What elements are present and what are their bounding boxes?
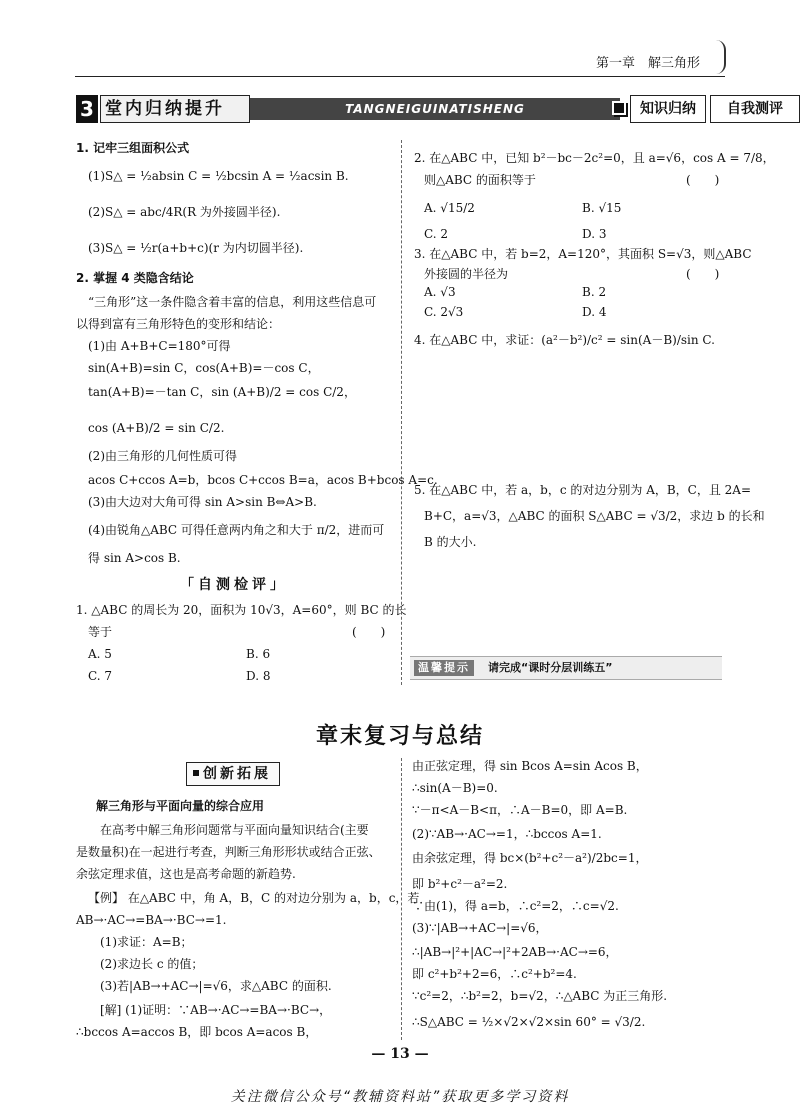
q3-option-d: D. 4 xyxy=(582,305,607,319)
innovation-p1: 在高考中解三角形问题常与平面向量知识结合(主要 xyxy=(100,823,369,837)
q2-option-d: D. 3 xyxy=(582,227,607,241)
header-bracket xyxy=(716,40,726,74)
q3-paren: ( ) xyxy=(686,267,720,281)
solution-r8: (3)∵|AB→+AC→|=√6， xyxy=(412,921,548,935)
conclusion-2a: acos C+ccos A=b，bcos C+ccos B=a，acos B+bcos A=c. xyxy=(88,473,438,487)
tag-knowledge: 知识归纳 xyxy=(630,95,706,123)
conclusion-4: (4)由锐角△ABC 可得任意两内角之和大于 π/2，进而可 xyxy=(88,523,385,537)
conclusion-1a: sin(A+B)=sin C，cos(A+B)=－cos C， xyxy=(88,361,320,375)
solution-start-1: [解] (1)证明：∵AB→·AC→=BA→·BC→， xyxy=(100,1003,332,1017)
chapter-title: 章末复习与总结 xyxy=(315,724,484,749)
q2-line2: 则△ABC 的面积等于 xyxy=(424,173,536,187)
running-header: 第一章 解三角形 xyxy=(596,56,701,71)
q1-option-d: D. 8 xyxy=(246,669,271,683)
example-line1: 【例】 在△ABC 中，角 A，B，C 的对边分别为 a，b，c，若 xyxy=(88,891,420,905)
footer-notice: 关注微信公众号“教辅资料站”获取更多学习资料 xyxy=(230,1089,570,1105)
square-bullet-icon xyxy=(193,770,199,776)
q2-line1: 2. 在△ABC 中，已知 b²－bc－2c²=0，且 a=√6，cos A = 7/8， xyxy=(414,151,775,165)
heading-area-formulas: 1. 记牢三组面积公式 xyxy=(76,141,190,155)
conclusion-intro-2: 以得到富有三角形特色的变形和结论： xyxy=(76,317,281,331)
innovation-heading xyxy=(186,762,280,786)
example-q2: (2)求边长 c 的值； xyxy=(100,957,204,971)
solution-r11: ∵c²=2，∴b²=2，b=√2，∴△ABC 为正三角形. xyxy=(412,989,668,1003)
solution-r6: 即 b²+c²－a²=2. xyxy=(412,877,508,891)
page-number: — 13 — xyxy=(371,1046,429,1062)
q1-line1: 1. △ABC 的周长为 20，面积为 10√3，A=60°，则 BC 的长 xyxy=(76,603,407,617)
q3-line1: 3. 在△ABC 中，若 b=2，A=120°，其面积 S=√3，则△ABC xyxy=(414,247,752,261)
section-title: 堂内归纳提升 xyxy=(100,95,250,123)
q1-option-a: A. 5 xyxy=(88,647,112,661)
q2-option-a: A. √15/2 xyxy=(424,201,475,215)
q5-line3: B 的大小. xyxy=(424,535,477,549)
banner-square-icon xyxy=(612,101,626,115)
solution-r2: ∴sin(A－B)=0. xyxy=(412,781,498,795)
tag-selftest: 自我测评 xyxy=(710,95,800,123)
q3-option-b: B. 2 xyxy=(582,285,607,299)
solution-r4: (2)∵AB→·AC→=1，∴bccos A=1. xyxy=(412,827,602,841)
section-number: 3 xyxy=(76,95,98,123)
conclusion-4a: 得 sin A>cos B. xyxy=(88,551,181,565)
formula-1: (1)S△ = ½absin C = ½bcsin A = ½acsin B. xyxy=(88,169,349,183)
innovation-p2: 是数量积)在一起进行考查，判断三角形形状或结合正弦、 xyxy=(76,845,381,859)
conclusion-intro-1: “三角形”这一条件隐含着丰富的信息，利用这些信息可 xyxy=(88,295,377,309)
q5-line2: B+C，a=√3，△ABC 的面积 S△ABC = √3/2，求边 b 的长和 xyxy=(424,509,765,523)
conclusion-1: (1)由 A+B+C=180°可得 xyxy=(88,339,231,353)
header-rule xyxy=(75,76,725,77)
example-line2: AB→·AC→=BA→·BC→=1. xyxy=(76,913,227,927)
solution-r12: ∴S△ABC = ½×√2×√2×sin 60° = √3/2. xyxy=(412,1015,646,1029)
selftest-title: 「自测检评」 xyxy=(180,577,288,593)
q1-option-c: C. 7 xyxy=(88,669,113,683)
section-banner xyxy=(76,95,783,123)
innovation-p3: 余弦定理求值，这也是高考命题的新趋势. xyxy=(76,867,296,881)
q3-line2: 外接圆的半径为 xyxy=(424,267,509,281)
solution-start-2: ∴bccos A=accos B，即 bcos A=acos B， xyxy=(76,1025,318,1039)
solution-r1: 由正弦定理，得 sin Bcos A=sin Acos B， xyxy=(412,759,648,773)
formula-3: (3)S△ = ½r(a+b+c)(r 为内切圆半径). xyxy=(88,241,304,255)
innovation-topic: 解三角形与平面向量的综合应用 xyxy=(96,799,265,813)
section-pinyin: TANGNEIGUINATISHENG xyxy=(250,98,620,120)
q5-line1: 5. 在△ABC 中，若 a，b，c 的对边分别为 A，B，C，且 2A= xyxy=(414,483,752,497)
q1-paren: ( ) xyxy=(352,625,386,639)
conclusion-2: (2)由三角形的几何性质可得 xyxy=(88,449,237,463)
q2-option-b: B. √15 xyxy=(582,201,622,215)
solution-r7: ∵由(1)，得 a=b，∴c²=2，∴c=√2. xyxy=(412,899,619,913)
heading-conclusions: 2. 掌握 4 类隐含结论 xyxy=(76,271,194,285)
q1-option-b: B. 6 xyxy=(246,647,271,661)
formula-2: (2)S△ = abc/4R(R 为外接圆半径). xyxy=(88,205,281,219)
conclusion-3: (3)由大边对大角可得 sin A>sin B⇔A>B. xyxy=(88,495,317,509)
q3-option-a: A. √3 xyxy=(424,285,456,299)
solution-r5: 由余弦定理，得 bc×(b²+c²－a²)/2bc=1， xyxy=(412,851,648,865)
solution-r9: ∴|AB→|²+|AC→|²+2AB→·AC→=6， xyxy=(412,945,618,959)
q1-line2: 等于 xyxy=(88,625,113,639)
q4-line: 4. 在△ABC 中，求证：(a²－b²)/c² = sin(A－B)/sin C. xyxy=(414,333,715,347)
q2-option-c: C. 2 xyxy=(424,227,449,241)
example-q1: (1)求证：A=B； xyxy=(100,935,193,949)
innovation-heading-text: 创新拓展 xyxy=(203,766,271,782)
conclusion-1b: tan(A+B)=－tan C，sin (A+B)/2 = cos C/2， xyxy=(88,385,356,399)
tip-bar xyxy=(410,656,722,680)
solution-r10: 即 c²+b²+2=6，∴c²+b²=4. xyxy=(412,967,577,981)
q3-option-c: C. 2√3 xyxy=(424,305,464,319)
conclusion-1c: cos (A+B)/2 = sin C/2. xyxy=(88,421,225,435)
example-q3: (3)若|AB→+AC→|=√6，求△ABC 的面积. xyxy=(100,979,332,993)
tip-label: 温馨提示 xyxy=(414,660,474,676)
tip-text: 请完成“课时分层训练五” xyxy=(488,661,613,674)
solution-r3: ∵－π<A－B<π，∴A－B=0，即 A=B. xyxy=(412,803,628,817)
q2-paren: ( ) xyxy=(686,173,720,187)
